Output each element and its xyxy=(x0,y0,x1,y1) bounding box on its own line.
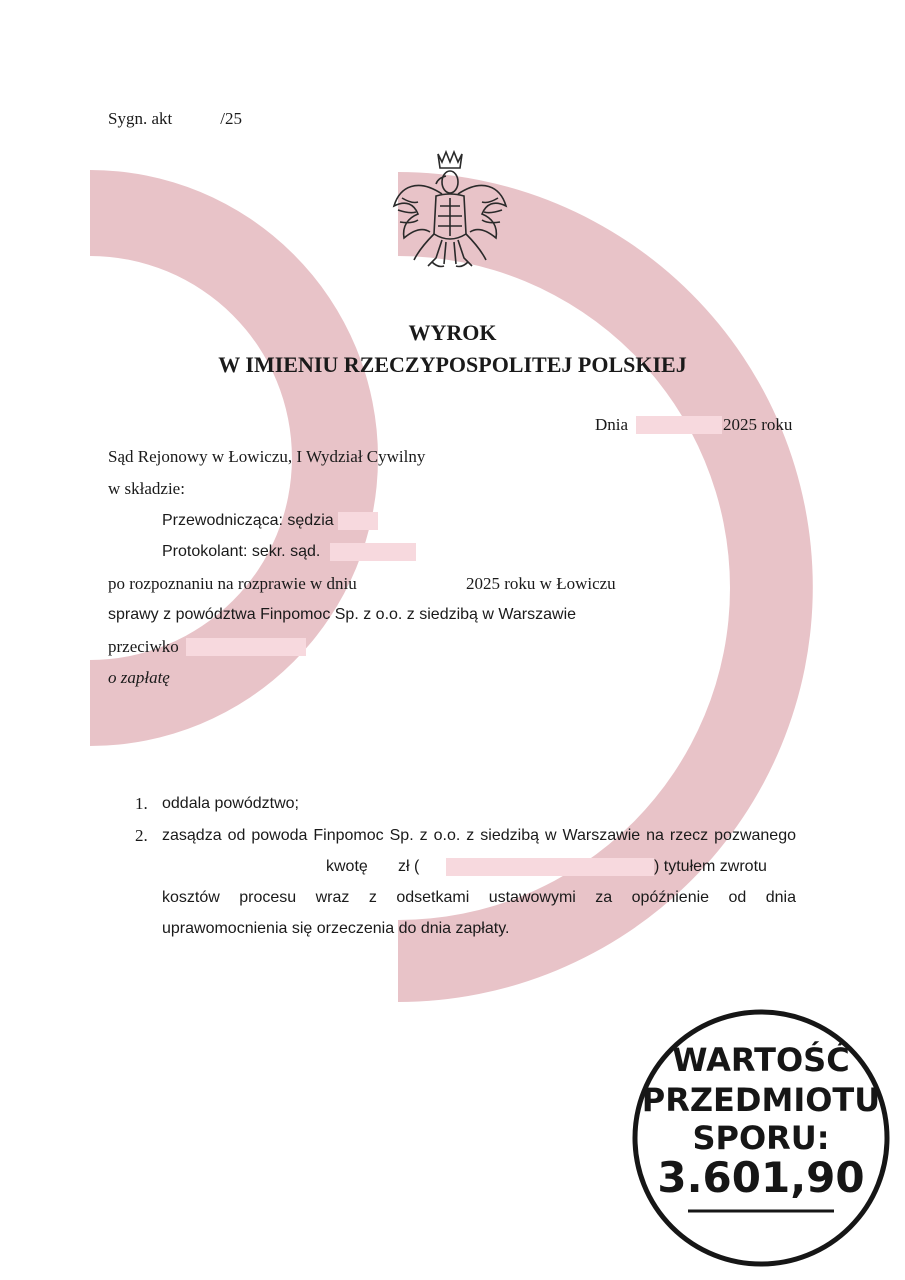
stamp-line-2: PRZEDMIOTU xyxy=(641,1081,881,1119)
ruling-2-title-basis: ) tytułem zwrotu xyxy=(654,858,767,875)
ruling-2-currency: zł ( xyxy=(398,858,420,875)
redaction-amount-words xyxy=(446,858,654,876)
redaction-clerk xyxy=(330,543,416,561)
dispute-value-stamp xyxy=(630,1007,892,1269)
judgment-date-label: Dnia xyxy=(595,415,629,434)
case-signature-prefix: Sygn. akt xyxy=(108,109,173,128)
ruling-1-text: oddala powództwo; xyxy=(162,795,299,812)
ruling-2-line-3: kosztów procesu wraz z odsetkami ustawowymi za opóźnienie od dnia xyxy=(162,889,796,906)
redaction-defendant xyxy=(186,638,306,656)
case-subject: o zapłatę xyxy=(108,668,170,687)
stamp-line-3: SPORU: xyxy=(692,1119,830,1157)
polish-eagle-emblem-icon xyxy=(388,148,512,276)
redaction-judge xyxy=(338,512,378,530)
ruling-2-line-4: uprawomocnienia się orzeczenia do dnia zapłaty. xyxy=(162,920,510,937)
stamp-line-1: WARTOŚĆ xyxy=(672,1041,850,1079)
judgment-date-year: 2025 roku xyxy=(723,415,793,434)
composition-label: w składzie: xyxy=(108,479,185,498)
ruling-number-2: 2. xyxy=(135,826,148,845)
ruling-2-line-1: zasądza od powoda Finpomoc Sp. z o.o. z siedzibą w Warszawie na rzecz pozwanego xyxy=(162,827,796,844)
ruling-2-amount-label: kwotę xyxy=(326,858,368,875)
stamp-amount: 3.601,90 xyxy=(657,1153,865,1202)
defendant-label: przeciwko xyxy=(108,637,179,656)
case-signature xyxy=(108,108,242,130)
case-signature-suffix: /25 xyxy=(220,109,242,128)
presiding-judge: Przewodnicząca: sędzia xyxy=(162,512,334,529)
court-name: Sąd Rejonowy w Łowiczu, I Wydział Cywilny xyxy=(108,447,426,466)
hearing-prefix: po rozpoznaniu na rozprawie w dniu xyxy=(108,574,357,593)
document-title: WYROK xyxy=(408,320,497,345)
court-clerk: Protokolant: sekr. sąd. xyxy=(162,543,321,560)
document-subtitle: W IMIENIU RZECZYPOSPOLITEJ POLSKIEJ xyxy=(218,352,687,377)
hearing-suffix: 2025 roku w Łowiczu xyxy=(466,574,616,593)
ruling-number-1: 1. xyxy=(135,794,148,813)
redaction-date xyxy=(636,416,722,434)
claim-description: sprawy z powództwa Finpomoc Sp. z o.o. z siedzibą w Warszawie xyxy=(108,606,577,623)
